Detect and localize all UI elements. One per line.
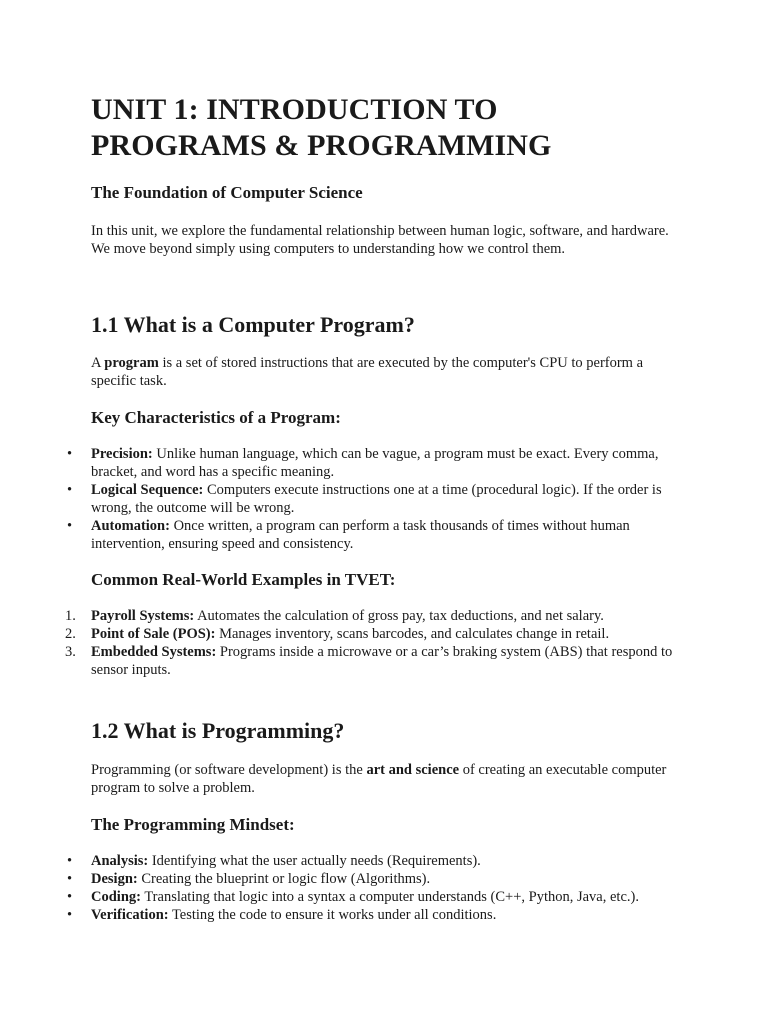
item-text: Once written, a program can perform a task thousands of times without human intervention, ensuring speed and consistency. [91,518,630,552]
item-text: Testing the code to ensure it works under all conditions. [168,907,497,923]
definition-rest: of creating an executable computer program to solve a problem. [91,762,667,796]
item-term: Analysis: [91,853,149,869]
item-text: Automates the calculation of gross pay, tax deductions, and net salary. [194,608,604,624]
section-2-heading: 1.2 What is Programming? [91,718,345,743]
item-term: Logical Sequence: [91,482,204,498]
item-term: Payroll Systems: [91,608,195,624]
characteristics-heading: Key Characteristics of a Program: [91,408,341,427]
definition-term: art and science [366,762,460,778]
item-number: 2. [65,626,76,642]
list-item [65,625,681,643]
intro-paragraph: In this unit, we explore the fundamental relationship between human logic, software, and hardware. We move beyond simply using computers to understanding how we control them. [91,223,669,257]
definition-rest: is a set of stored instructions that are executed by the computer's CPU to perform a specific task. [91,355,644,389]
document-page [65,92,681,924]
item-text: Identifying what the user actually needs (Requirements). [148,853,481,869]
item-text: Computers execute instructions one at a time (procedural logic). If the order is wrong, the outcome will be wrong. [91,482,662,516]
definition-prefix: Programming (or software development) is the [91,762,367,778]
examples-heading: Common Real-World Examples in TVET: [91,570,396,589]
item-term: Point of Sale (POS): [91,626,216,642]
programming-definition [91,762,681,797]
item-number: 3. [65,644,76,660]
item-number: 1. [65,608,76,624]
list-item [91,906,681,924]
subtitle: The Foundation of Computer Science [91,183,363,202]
characteristics-list [91,445,681,553]
item-text: Creating the blueprint or logic flow (Algorithms). [137,871,431,887]
examples-list [65,607,681,679]
definition-term: program [104,355,159,371]
page-title [91,92,681,164]
mindset-heading: The Programming Mindset: [91,815,295,834]
item-term: Embedded Systems: [91,644,217,660]
program-definition [91,355,681,390]
list-item [91,517,681,553]
item-term: Verification: [91,907,169,923]
list-item [91,481,681,517]
item-term: Precision: [91,446,153,462]
title-line-2: PROGRAMS & PROGRAMMING [91,129,552,162]
item-text: Manages inventory, scans barcodes, and calculates change in retail. [215,626,610,642]
title-line-1: UNIT 1: INTRODUCTION TO [91,93,498,126]
list-item [91,852,681,870]
item-term: Coding: [91,889,141,905]
list-item [91,445,681,481]
list-item [65,607,681,625]
list-item [91,870,681,888]
list-item [91,888,681,906]
item-term: Design: [91,871,138,887]
definition-prefix: A [91,355,105,371]
item-text: Unlike human language, which can be vague, a program must be exact. Every comma, bracket, and word has a specific meaning. [91,446,659,480]
item-text: Translating that logic into a syntax a computer understands (C++, Python, Java, etc.). [140,889,639,905]
item-term: Automation: [91,518,170,534]
item-text: Programs inside a microwave or a car’s braking system (ABS) that respond to sensor inputs. [91,644,673,678]
mindset-list [91,852,681,924]
list-item [65,643,681,679]
section-1-heading: 1.1 What is a Computer Program? [91,312,415,337]
